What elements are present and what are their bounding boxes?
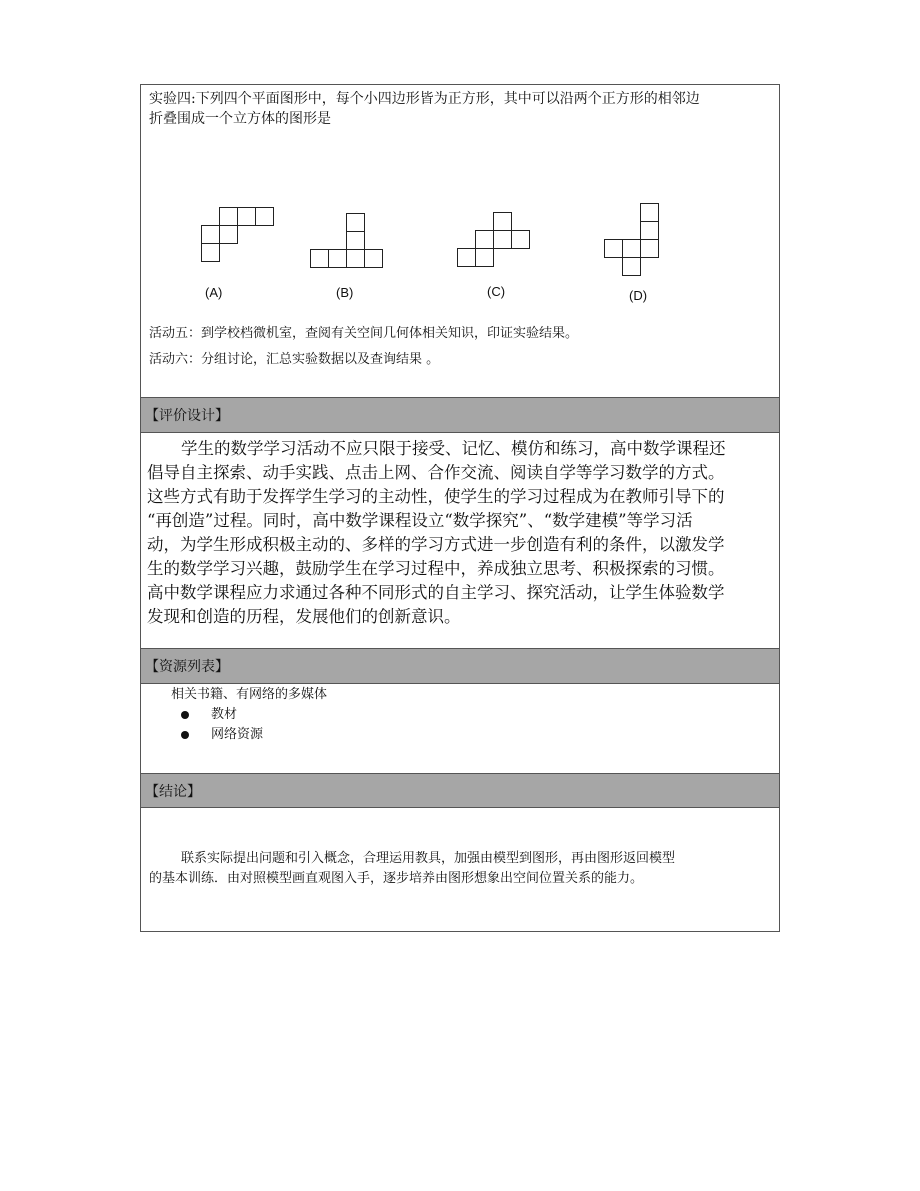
- evaluation-line: 这些方式有助于发挥学生学习的主动性，使学生的学习过程成为在教师引导下的: [147, 487, 725, 506]
- experiment4-text: [149, 89, 779, 129]
- activity6-text: 活动六：分组讨论，汇总实验数据以及查询结果 。: [149, 352, 440, 367]
- conclusion-header: [141, 773, 779, 808]
- bullet-icon: [181, 711, 189, 719]
- evaluation-header-label: 【评价设计】: [145, 408, 229, 424]
- figure-b-label: (B): [336, 285, 354, 300]
- net-figure-d: [604, 203, 660, 281]
- lesson-table: [140, 84, 780, 932]
- evaluation-line: 发现和创造的历程，发展他们的创新意识。: [147, 607, 461, 626]
- evaluation-line: 动，为学生形成积极主动的、多样的学习方式进一步创造有利的条件，以激发学: [147, 535, 725, 554]
- resources-intro: 相关书籍、有网络的多媒体: [171, 687, 328, 702]
- evaluation-line: 高中数学课程应力求通过各种不同形式的自主学习、探究活动，让学生体验数学: [147, 583, 725, 602]
- bullet-icon: [181, 731, 189, 739]
- net-figure-b: [310, 213, 384, 273]
- resource-item: 教材: [211, 707, 238, 722]
- evaluation-line: 学生的数学学习活动不应只限于接受、记忆、模仿和练习，高中数学课程还: [181, 439, 726, 458]
- figure-d-label: (D): [629, 288, 648, 303]
- conclusion-line1: 联系实际提出问题和引入概念，合理运用教具，加强由模型到图形，再由图形返回模型: [181, 851, 676, 866]
- activity5-text: 活动五：到学校档微机室，查阅有关空间几何体相关知识，印证实验结果。: [149, 326, 579, 341]
- resources-header-label: 【资源列表】: [145, 659, 229, 675]
- net-figure-c: [457, 212, 531, 272]
- experiment4-line2: 折叠围成一个立方体的图形是: [149, 111, 331, 127]
- conclusion-body: [149, 849, 779, 889]
- evaluation-body: [147, 437, 777, 629]
- net-figure-a: [201, 207, 275, 267]
- evaluation-line: 倡导自主探索、动手实践、点击上网、合作交流、阅读自学等学习数学的方式。: [147, 463, 725, 482]
- figure-a-label: (A): [205, 285, 223, 300]
- experiment4-line1: 实验四:下列四个平面图形中，每个小四边形皆为正方形，其中可以沿两个正方形的相邻边: [149, 91, 700, 107]
- conclusion-header-label: 【结论】: [145, 783, 201, 800]
- resource-item: 网络资源: [211, 727, 264, 742]
- evaluation-header: [141, 397, 779, 433]
- figure-c-label: (C): [487, 284, 506, 299]
- conclusion-line2: 的基本训练．由对照模型画直观图入手，逐步培养由图形想象出空间位置关系的能力。: [149, 871, 644, 886]
- evaluation-line: 生的数学学习兴趣，鼓励学生在学习过程中，养成独立思考、积极探索的习惯。: [147, 559, 725, 578]
- resources-header: [141, 648, 779, 684]
- evaluation-line: “再创造”过程。同时，高中数学课程设立“数学探究”、“数学建模”等学习活: [147, 511, 693, 530]
